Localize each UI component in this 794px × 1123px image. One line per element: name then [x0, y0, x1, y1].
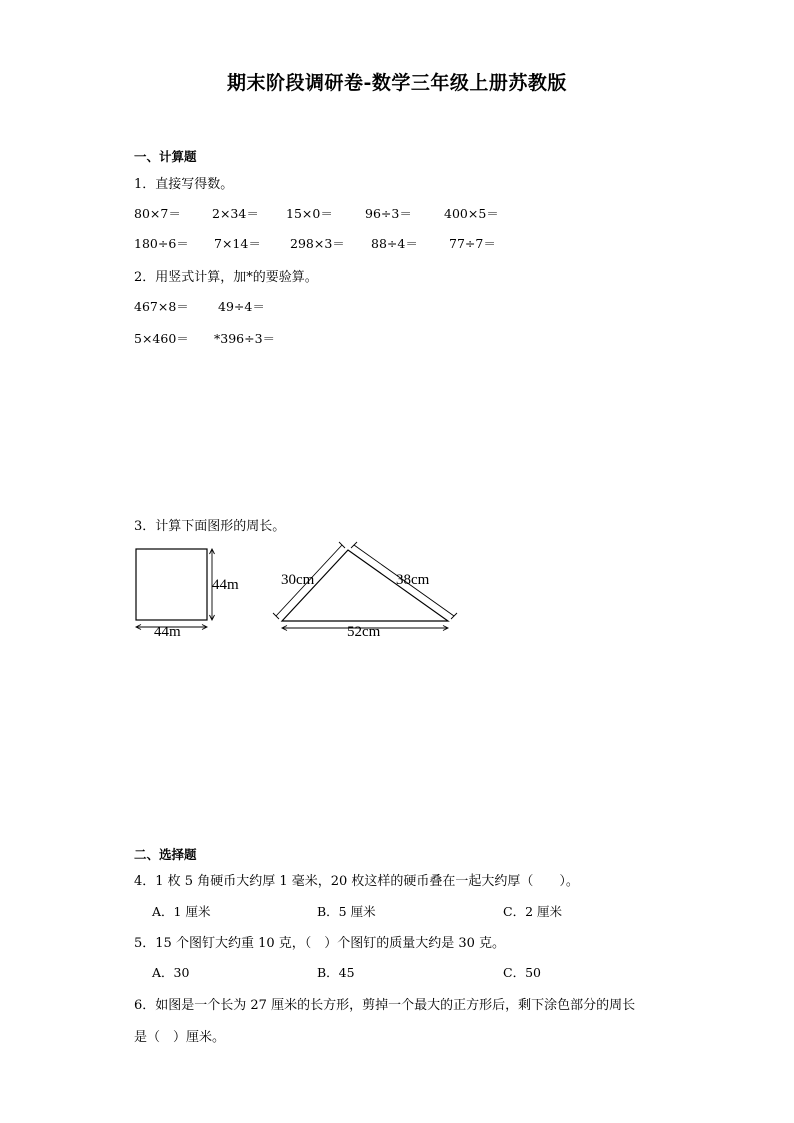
triangle-left-label: 30cm	[281, 572, 315, 588]
square-figure	[128, 540, 258, 640]
q1-item: 80×7＝	[134, 206, 181, 221]
q2-item: 49÷4＝	[218, 299, 265, 314]
page-title: 期末阶段调研卷-数学三年级上册苏教版	[227, 72, 567, 94]
question-6-line-2: 是（ ）厘米。	[134, 1030, 226, 1045]
triangle-figure	[268, 540, 468, 640]
q1-item: 400×5＝	[444, 206, 499, 221]
q2-item: *396÷3＝	[214, 331, 276, 346]
question-1: 1．直接写得数。	[134, 177, 234, 192]
q1-item: 77÷7＝	[449, 236, 496, 251]
q1-item: 88÷4＝	[371, 236, 418, 251]
q1-item: 96÷3＝	[365, 206, 412, 221]
q4-option-c[interactable]: C．2 厘米	[503, 904, 562, 919]
q4-option-b[interactable]: B．5 厘米	[317, 904, 376, 919]
square-bottom-label: 44m	[154, 624, 181, 640]
square-shape	[136, 549, 207, 620]
square-side-label: 44m	[212, 577, 239, 593]
q1-item: 180÷6＝	[134, 236, 189, 251]
q1-item: 15×0＝	[286, 206, 333, 221]
question-2: 2．用竖式计算，加*的要验算。	[134, 270, 318, 285]
question-4: 4．1 枚 5 角硬币大约厚 1 毫米，20 枚这样的硬币叠在一起大约厚（ ）。	[134, 874, 579, 889]
tick-mark	[451, 613, 457, 619]
q5-option-c[interactable]: C．50	[503, 965, 541, 980]
section-heading-choice: 二、选择题	[134, 847, 197, 862]
question-6-line-1: 6．如图是一个长为 27 厘米的长方形，剪掉一个最大的正方形后，剩下涂色部分的周长	[134, 998, 636, 1013]
section-heading-calculation: 一、计算题	[134, 149, 197, 164]
triangle-right-label: 38cm	[396, 572, 430, 588]
q4-option-a[interactable]: A．1 厘米	[152, 904, 211, 919]
q2-item: 5×460＝	[134, 331, 189, 346]
q5-option-b[interactable]: B．45	[317, 965, 355, 980]
question-3: 3．计算下面图形的周长。	[134, 519, 286, 534]
tick-mark	[351, 542, 357, 548]
q5-option-a[interactable]: A．30	[152, 965, 190, 980]
q1-item: 2×34＝	[212, 206, 259, 221]
question-5: 5．15 个图钉大约重 10 克，（ ）个图钉的质量大约是 30 克。	[134, 936, 506, 951]
q2-item: 467×8＝	[134, 299, 189, 314]
triangle-base-label: 52cm	[347, 624, 381, 640]
q1-item: 298×3＝	[290, 236, 345, 251]
q1-item: 7×14＝	[214, 236, 261, 251]
